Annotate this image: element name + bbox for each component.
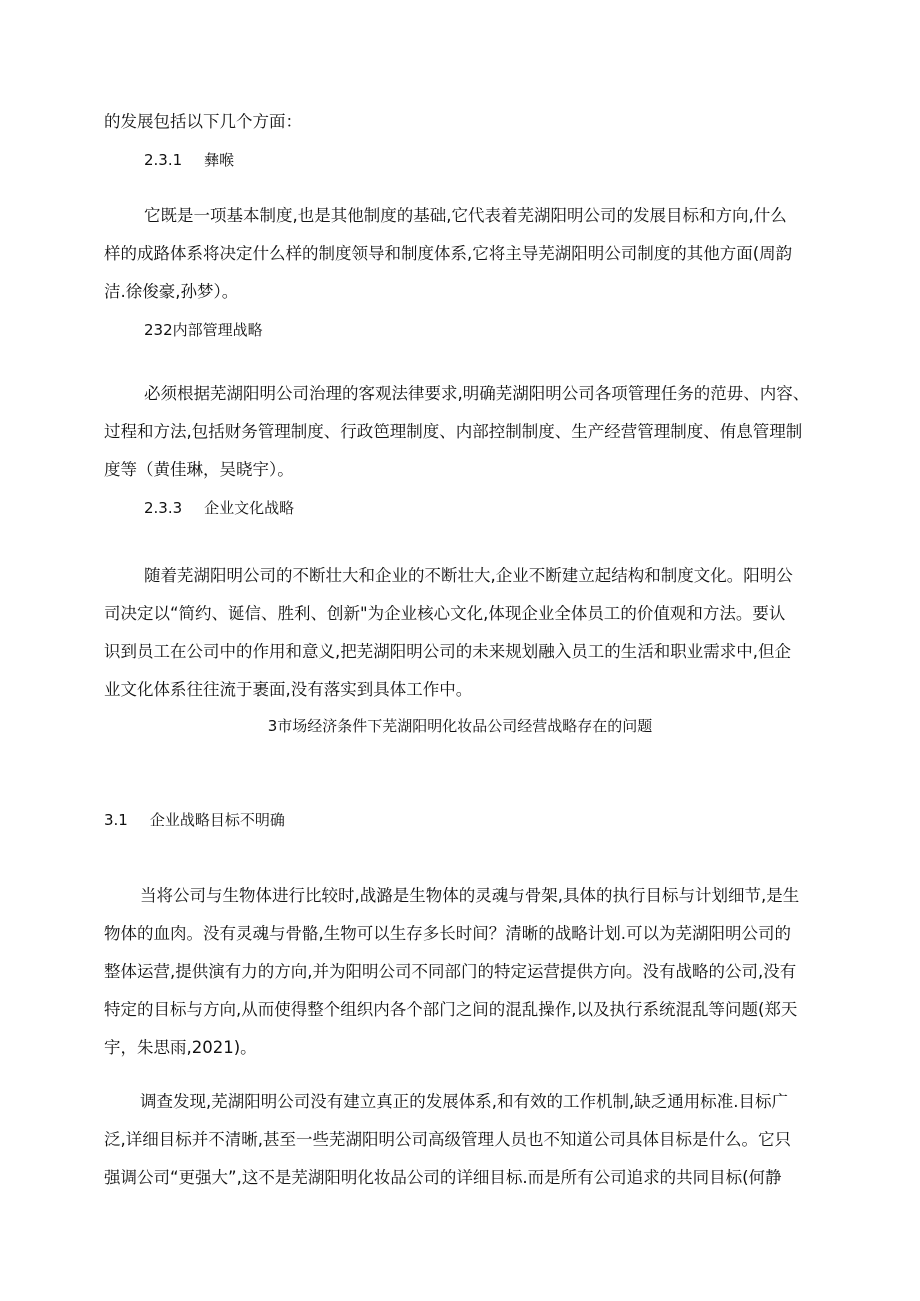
section-heading-2-3-1 [144,150,234,170]
paragraph-line: 当将公司与生物体进行比较时,战潞是生物体的灵魂与骨架,具体的执行目标与计划细节,是生 [140,886,800,905]
paragraph-line: 必须根据芜湖阳明公司治理的客观法律要求,明确芜湖阳明公司各项管理任务的范毋、内容、 [144,384,810,403]
section-title: 企业文化战略 [204,499,295,517]
paragraph-line: 整体运营,提供演有力的方向,并为阳明公司不同部门的特定运营提供方向。没有战略的公司,没有 [104,962,797,981]
paragraph-line: 随着芜湖阳明公司的不断壮大和企业的不断壮大,企业不断建立起结构和制度文化。阳明公 [144,566,793,585]
paragraph-line: 样的成路体系将决定什么样的制度领导和制度体系,它将主导芜湖阳明公司制度的其他方面(周韵 [104,244,793,263]
paragraph-line: 度等（黄佳琳，吴晓宇）。 [104,460,294,479]
paragraph-line: 调查发现,芜湖阳明公司没有建立真正的发展体系,和有效的工作机制,缺乏通用标准.目标广 [140,1092,788,1111]
chapter-title: 3市场经济条件下芜湖阳明化妆品公司经营战略存在的问题 [267,717,653,735]
section-number: 2.3.1 [144,151,183,169]
section-heading-2-3-3 [144,498,294,518]
section-heading-2-3-2: 232内部管理战略 [144,321,263,339]
paragraph-line: 识到员工在公司中的作用和意义,把芜湖阳明公司的未来规划融入员工的生活和职业需求中,但企 [104,642,791,661]
section-number: 3.1 [104,811,128,829]
paragraph-line: 宇，朱思雨,2021)。 [104,1038,257,1057]
section-title: 彝喉 [204,151,235,169]
paragraph-line: 司决定以“简约、诞信、胜利、创新"为企业核心文化,体现企业全体员工的价值观和方法。要认 [104,604,786,623]
intro-line: 的发展包括以下几个方面： [104,112,302,131]
paragraph-line: 过程和方法,包括财务管理制度、行政笆理制度、内部控制制度、生产经营管理制度、侑息管理制 [104,422,803,441]
paragraph-line: 它既是一项基本制度,也是其他制度的基础,它代表着芜湖阳明公司的发展目标和方向,什么 [144,206,787,225]
paragraph-line: 物体的血肉。没有灵魂与骨骼,生物可以生存多长时间？清晰的战略计划.可以为芜湖阳明公司的 [104,924,791,943]
paragraph-line: 强调公司“更强大”,这不是芜湖阳明化妆品公司的详细目标.而是所有公司追求的共同目标(何静 [104,1168,782,1187]
paragraph-line: 特定的目标与方向,从而使得整个组织内各个部门之间的混乱操作,以及执行系统混乱等问题(郑天 [104,1000,798,1019]
section-heading-3-1 [104,810,285,830]
section-title: 企业战略目标不明确 [149,811,285,829]
section-number: 2.3.3 [144,499,183,517]
paragraph-line: 洁.徐俊豪,孙梦）。 [104,282,239,301]
paragraph-line: 业文化体系往往流于裹面,没有落实到具体工作中。 [104,680,473,699]
paragraph-line: 泛,详细目标并不清晰,甚至一些芜湖阳明公司高级管理人员也不知道公司具体目标是什么。它只 [104,1130,791,1149]
